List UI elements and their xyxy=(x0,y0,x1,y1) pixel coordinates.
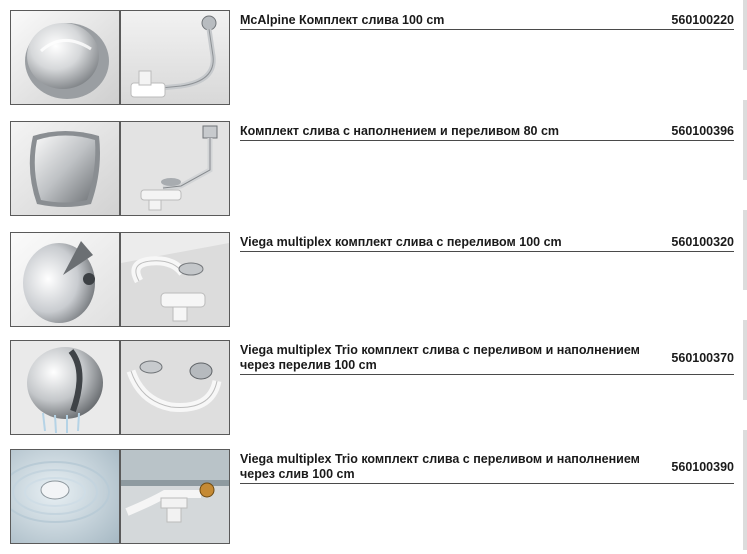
page-edge xyxy=(742,0,747,554)
product-row xyxy=(10,232,734,328)
divider xyxy=(240,374,734,375)
divider xyxy=(240,140,734,141)
product-photo-square-cap xyxy=(10,121,120,216)
product-row xyxy=(10,340,734,436)
product-name: Комплект слива с наполнением и переливом 80 cm xyxy=(240,124,560,138)
product-row xyxy=(10,449,734,545)
product-name: Viega multiplex Trio комплект слива с переливом и наполнением через перелив 100 cm xyxy=(240,343,640,372)
product-photo-hose-with-plug xyxy=(120,340,230,435)
product-photo-drain-pipe xyxy=(120,10,230,105)
product-row xyxy=(10,10,734,106)
product-code: 560100370 xyxy=(671,351,734,365)
product-code: 560100320 xyxy=(671,235,734,249)
product-code: 560100220 xyxy=(671,13,734,27)
product-code: 560100396 xyxy=(671,124,734,138)
product-name: Viega multiplex комплект слива с переливом 100 cm xyxy=(240,235,562,249)
divider xyxy=(240,29,734,30)
product-name: McAlpine Комплект слива 100 cm xyxy=(240,13,445,27)
product-photo-filler-cap xyxy=(10,340,120,435)
divider xyxy=(240,483,734,484)
product-photo-plug-in-water xyxy=(10,449,120,544)
divider xyxy=(240,251,734,252)
product-row xyxy=(10,121,734,217)
product-photo-waste-overflow-kit xyxy=(120,121,230,216)
product-photo-overflow-cap xyxy=(10,10,120,105)
product-name: Viega multiplex Trio комплект слива с переливом и наполнением через слив 100 cm xyxy=(240,452,640,481)
product-code: 560100390 xyxy=(671,460,734,474)
product-photo-flexible-hose xyxy=(120,232,230,327)
product-photo-drain-filler-assembly xyxy=(120,449,230,544)
product-photo-overflow-handle xyxy=(10,232,120,327)
